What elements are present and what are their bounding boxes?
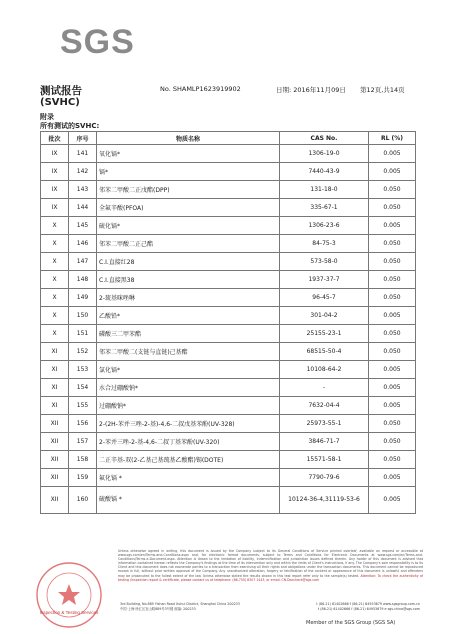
cell-seq: 142 <box>69 163 97 181</box>
cell-rl: 0.050 <box>369 235 416 253</box>
cell-cas: 7440-43-9 <box>280 163 369 181</box>
attention-text: Attention: To check the authenticity of testing /inspection report & certificate, please contact us at telephone: (86-755) 8307 1443, or email: CN.Doccheck@sgs.com <box>118 573 424 582</box>
seal-text: Inspection & Testing Services <box>39 610 99 615</box>
cell-seq: 141 <box>69 145 97 163</box>
cell-cas: 15571-58-1 <box>280 451 369 469</box>
address-cn-contact: t (86-21) 61402666 f (86-21) 64953679 e sgs.china@sgs.com <box>317 606 420 611</box>
address-cn: 中国·上海·徐汇区宜山路889号3号楼 邮编: 200233 <box>120 606 196 611</box>
cell-batch: IX <box>41 145 69 163</box>
cell-cas: 7632-04-4 <box>280 397 369 415</box>
cell-substance: C.I.直接红28 <box>97 253 280 271</box>
tested-svhc-label: 所有测试的SVHC: <box>40 122 100 130</box>
cell-seq: 156 <box>69 415 97 433</box>
col-header-substance: 物质名称 <box>97 132 280 145</box>
cell-cas: 573-58-0 <box>280 253 369 271</box>
cell-substance: 磷酸三二甲苯酯 <box>97 325 280 343</box>
cell-batch: XII <box>41 487 69 514</box>
cell-substance: 氯化镉* <box>97 361 280 379</box>
cell-substance: 2-巯基咪唑啉 <box>97 289 280 307</box>
col-header-rl: RL (%) <box>369 132 416 145</box>
seal-icon <box>34 560 104 630</box>
cell-rl: 0.005 <box>369 397 416 415</box>
cell-substance: 硫酸镉 * <box>97 487 280 514</box>
cell-cas: 1937-37-7 <box>280 271 369 289</box>
cell-substance: 氧化镉* <box>97 145 280 163</box>
cell-rl: 0.005 <box>369 379 416 397</box>
table-row <box>41 199 416 217</box>
cell-batch: IX <box>41 199 69 217</box>
cell-rl: 0.005 <box>369 163 416 181</box>
cell-cas: 25973-55-1 <box>280 415 369 433</box>
cell-rl: 0.005 <box>369 361 416 379</box>
cell-batch: XI <box>41 361 69 379</box>
cell-batch: XI <box>41 343 69 361</box>
cell-seq: 154 <box>69 379 97 397</box>
cell-batch: XI <box>41 397 69 415</box>
cell-batch: XII <box>41 415 69 433</box>
cell-seq: 149 <box>69 289 97 307</box>
address-en-contact: t (86-21) 61402666 f (86-21) 64953679 www.sgsgroup.com.cn <box>316 602 420 606</box>
cell-seq: 146 <box>69 235 97 253</box>
cell-rl: 0.005 <box>369 469 416 487</box>
cell-substance: 邻苯二甲酸二正己酯 <box>97 235 280 253</box>
cell-substance: C.I.直接黑38 <box>97 271 280 289</box>
cell-seq: 151 <box>69 325 97 343</box>
cell-cas: 301-04-2 <box>280 307 369 325</box>
cell-rl: 0.005 <box>369 217 416 235</box>
cell-substance: 硫化镉* <box>97 217 280 235</box>
table-row <box>41 181 416 199</box>
table-row <box>41 163 416 181</box>
table-row <box>41 145 416 163</box>
table-row <box>41 487 416 514</box>
table-row <box>41 415 416 433</box>
table-row <box>41 469 416 487</box>
cell-batch: X <box>41 253 69 271</box>
cell-seq: 150 <box>69 307 97 325</box>
cell-batch: XII <box>41 451 69 469</box>
cell-cas: 10124-36-4,31119-53-6 <box>280 487 369 514</box>
cell-substance: 2-(2H-苯并三唑-2-基)-4,6-二叔戊基苯酚(UV-328) <box>97 415 280 433</box>
cell-batch: IX <box>41 181 69 199</box>
table-row <box>41 253 416 271</box>
cell-cas: 335-67-1 <box>280 199 369 217</box>
cell-rl: 0.050 <box>369 181 416 199</box>
cell-substance: 全氟辛酸(PFOA) <box>97 199 280 217</box>
cell-substance: 2-苯并三唑-2-基-4,6-二叔丁基苯酚(UV-320) <box>97 433 280 451</box>
cell-seq: 143 <box>69 181 97 199</box>
cell-seq: 145 <box>69 217 97 235</box>
disclaimer-text: Unless otherwise agreed in writing, this document is issued by the Company subject to its General Conditions of Service printed overleaf, available on request or accessible at www.sgs.com/en/Terms-and-Conditions.aspx and, for electronic format documents, subject to Terms and Conditions for Electronic Documents at www.sgs.com/en/Terms-and-Conditions/Terms-e-Document.aspx. Attention is drawn to the limitation of liability, indemnification and jurisdiction issues defined therein. Any holder of this document is advised that information contained hereon reflects the Company's findings at the time of its intervention only and within the limits of Client's instructions, if any. The Company's sole responsibility is to its Client and this document does not exonerate parties to a transaction from exercising all their rights and obligations under the transaction documents. This document cannot be reproduced except in full, without prior written approval of the Company. Any unauthorized alteration, forgery or falsification of the content or appearance of this document is unlawful and offenders may be prosecuted to the fullest extent of the law. Unless otherwise stated the results shown in this test report refer only to the sample(s) tested. <box>118 549 423 578</box>
cell-cas: 1306-23-6 <box>280 217 369 235</box>
table-row <box>41 289 416 307</box>
cell-batch: IX <box>41 163 69 181</box>
table-row <box>41 451 416 469</box>
cell-rl: 0.005 <box>369 145 416 163</box>
cell-substance: 二正辛基-双(2-乙基己基巯基乙酸酯)锡(DOTE) <box>97 451 280 469</box>
cell-seq: 155 <box>69 397 97 415</box>
cell-substance: 邻苯二甲酸二正戊酯(DPP) <box>97 181 280 199</box>
cell-batch: X <box>41 289 69 307</box>
disclaimer-block <box>118 549 423 582</box>
cell-seq: 157 <box>69 433 97 451</box>
table-header-row <box>41 132 416 145</box>
cell-cas: 131-18-0 <box>280 181 369 199</box>
table-row <box>41 235 416 253</box>
report-subtitle: (SVHC) <box>40 97 80 108</box>
cell-batch: XII <box>41 433 69 451</box>
cell-substance: 邻苯二甲酸二(支链与直链)己基酯 <box>97 343 280 361</box>
attachment-label: 附录 <box>40 113 54 121</box>
cell-seq: 144 <box>69 199 97 217</box>
table-row <box>41 397 416 415</box>
cell-seq: 159 <box>69 469 97 487</box>
company-seal <box>34 560 104 630</box>
cell-rl: 0.050 <box>369 271 416 289</box>
cell-rl: 0.050 <box>369 451 416 469</box>
cell-substance: 水合过硼酸钠* <box>97 379 280 397</box>
cell-batch: X <box>41 271 69 289</box>
table-row <box>41 361 416 379</box>
cell-cas: 68515-50-4 <box>280 343 369 361</box>
col-header-seq: 序号 <box>69 132 97 145</box>
cell-seq: 152 <box>69 343 97 361</box>
cell-rl: 0.050 <box>369 415 416 433</box>
cell-rl: 0.050 <box>369 343 416 361</box>
cell-rl: 0.005 <box>369 487 416 514</box>
table-row <box>41 217 416 235</box>
cell-batch: X <box>41 217 69 235</box>
cell-seq: 148 <box>69 271 97 289</box>
page-number: 第12页,共14页 <box>360 86 405 94</box>
cell-seq: 147 <box>69 253 97 271</box>
cell-cas: 25155-23-1 <box>280 325 369 343</box>
cell-cas: - <box>280 379 369 397</box>
cell-rl: 0.050 <box>369 253 416 271</box>
cell-cas: 1306-19-0 <box>280 145 369 163</box>
sgs-logo <box>60 22 135 62</box>
cell-rl: 0.050 <box>369 433 416 451</box>
cell-rl: 0.005 <box>369 307 416 325</box>
cell-batch: XI <box>41 379 69 397</box>
cell-substance: 过硼酸钠* <box>97 397 280 415</box>
cell-seq: 153 <box>69 361 97 379</box>
cell-batch: X <box>41 325 69 343</box>
cell-cas: 3846-71-7 <box>280 433 369 451</box>
table-row <box>41 325 416 343</box>
footer-member: Member of the SGS Group (SGS SA) <box>306 620 396 626</box>
cell-substance: 镉* <box>97 163 280 181</box>
cell-rl: 0.050 <box>369 289 416 307</box>
report-date: 日期: 2016年11月09日 <box>276 86 346 94</box>
address-block <box>120 602 420 611</box>
col-header-batch: 批次 <box>41 132 69 145</box>
report-number: No. SHAMLP1623919902 <box>160 85 241 93</box>
cell-seq: 158 <box>69 451 97 469</box>
report-title: 测试报告 <box>40 85 82 97</box>
cell-substance: 氟化镉 * <box>97 469 280 487</box>
cell-cas: 84-75-3 <box>280 235 369 253</box>
logo-text: SGS <box>60 23 135 61</box>
table-row <box>41 433 416 451</box>
table-row <box>41 307 416 325</box>
address-en: 3rd Building, No.889 Yishan Road Xuhui District, Shanghai China 200233 <box>120 602 240 606</box>
cell-rl: 0.050 <box>369 199 416 217</box>
cell-substance: 乙酸铅* <box>97 307 280 325</box>
table-row <box>41 343 416 361</box>
cell-rl: 0.050 <box>369 325 416 343</box>
svhc-table <box>40 131 416 514</box>
cell-cas: 96-45-7 <box>280 289 369 307</box>
cell-cas: 7790-79-6 <box>280 469 369 487</box>
col-header-cas: CAS No. <box>280 132 369 145</box>
table-row <box>41 271 416 289</box>
table-row <box>41 379 416 397</box>
cell-batch: X <box>41 307 69 325</box>
cell-cas: 10108-64-2 <box>280 361 369 379</box>
cell-batch: XII <box>41 469 69 487</box>
cell-seq: 160 <box>69 487 97 514</box>
cell-batch: X <box>41 235 69 253</box>
